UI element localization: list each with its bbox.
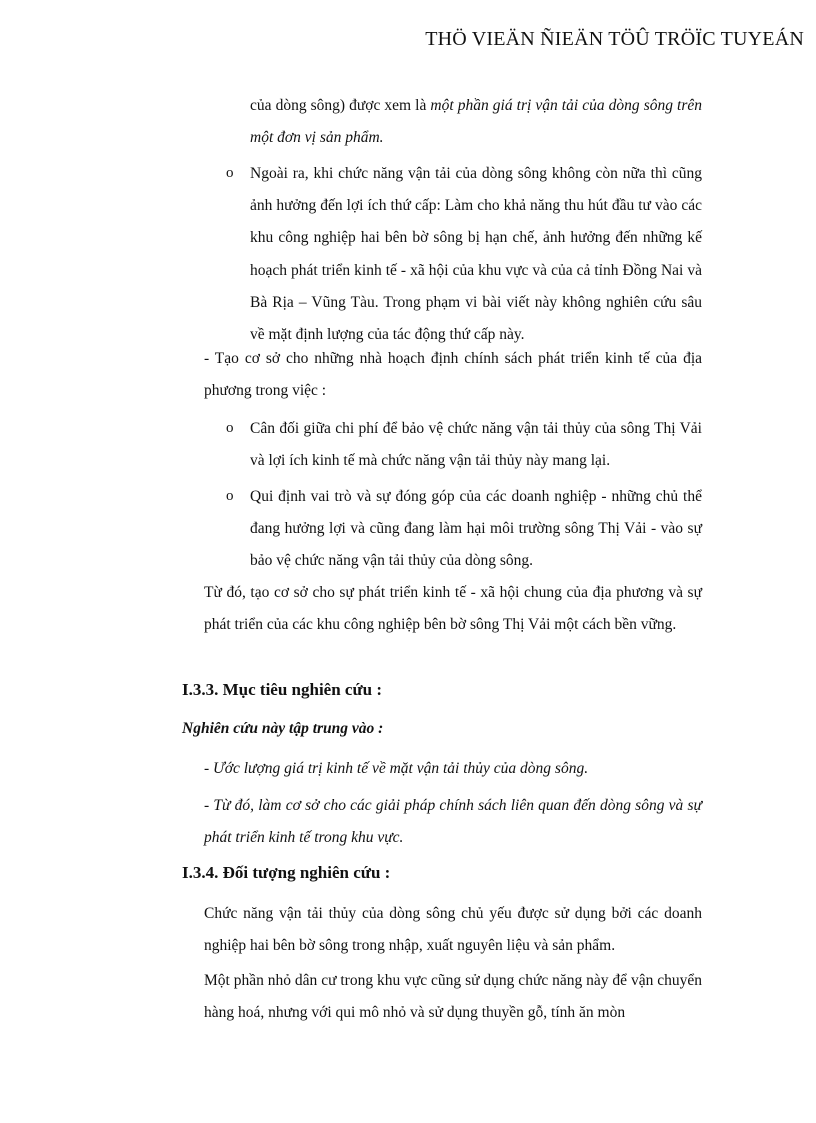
bullet-marker: o: [226, 488, 234, 504]
objective-item: - Từ đó, làm cơ sở cho các giải pháp chính sách liên quan đến dòng sông và sự phát triển kinh tế trong khu vực.: [204, 797, 702, 847]
bullet-cost-balance: Cân đối giữa chi phí để bảo vệ chức năng vận tải thủy của sông Thị Vải và lợi ích kinh tế mà chức năng vận tải thủy này mang lại.: [250, 420, 702, 470]
bullet-marker: o: [226, 420, 234, 436]
continued-paragraph: [250, 90, 702, 154]
bullet-secondary-effects: Ngoài ra, khi chức năng vận tải của dòng sông không còn nữa thì cũng ảnh hưởng đến lợi ích thứ cấp: Làm cho khả năng thu hút đầu tư vào các khu công nghiệp hai bên bờ sông bị hạn chế, ảnh hưởng đến những kế hoạch phát triển kinh tế - xã hội của khu vực và của cả tỉnh Đồng Nai và Bà Rịa – Vũng Tàu. Trong phạm vi bài viết này không nghiên cứu sâu về mặt định lượng của tác động thứ cấp này.: [250, 165, 702, 344]
page-header-title: THÖ VIEÄN ÑIEÄN TÖÛ TRÖÏC TUYEÁN: [425, 28, 804, 50]
objective-item: - Ước lượng giá trị kinh tế về mặt vận tải thủy của dòng sông.: [204, 760, 589, 777]
dash-policy-basis: - Tạo cơ sở cho những nhà hoạch định chính sách phát triển kinh tế của địa phương trong việc :: [204, 350, 702, 400]
section-heading-subjects: I.3.4. Đối tượng nghiên cứu :: [182, 863, 391, 882]
bullet-business-role: Qui định vai trò và sự đóng góp của các doanh nghiệp - những chủ thể đang hưởng lợi và cũng đang làm hại môi trường sông Thị Vải - vào sự bảo vệ chức năng vận tải thủy của dòng sông.: [250, 488, 702, 570]
objectives-intro: Nghiên cứu này tập trung vào :: [182, 720, 384, 737]
subjects-paragraph: Chức năng vận tải thủy của dòng sông chủ yếu được sử dụng bởi các doanh nghiệp hai bên bờ sông trong nhập, xuất nguyên liệu và sản phẩm.: [204, 905, 702, 955]
continued-italic-text: một phần giá trị vận tải của dòng sông trên một đơn vị sản phẩm.: [250, 97, 702, 147]
continued-text: của dòng sông) được xem là: [250, 97, 431, 114]
conclusion-paragraph: Từ đó, tạo cơ sở cho sự phát triển kinh tế - xã hội chung của địa phương và sự phát triển của các khu công nghiệp bên bờ sông Thị Vải một cách bền vững.: [204, 584, 702, 634]
section-heading-objectives: I.3.3. Mục tiêu nghiên cứu :: [182, 680, 383, 699]
subjects-paragraph: Một phần nhỏ dân cư trong khu vực cũng sử dụng chức năng này để vận chuyển hàng hoá, nhưng với qui mô nhỏ và sử dụng thuyền gỗ, tính ăn mòn: [204, 972, 702, 1022]
bullet-marker: o: [226, 165, 234, 181]
